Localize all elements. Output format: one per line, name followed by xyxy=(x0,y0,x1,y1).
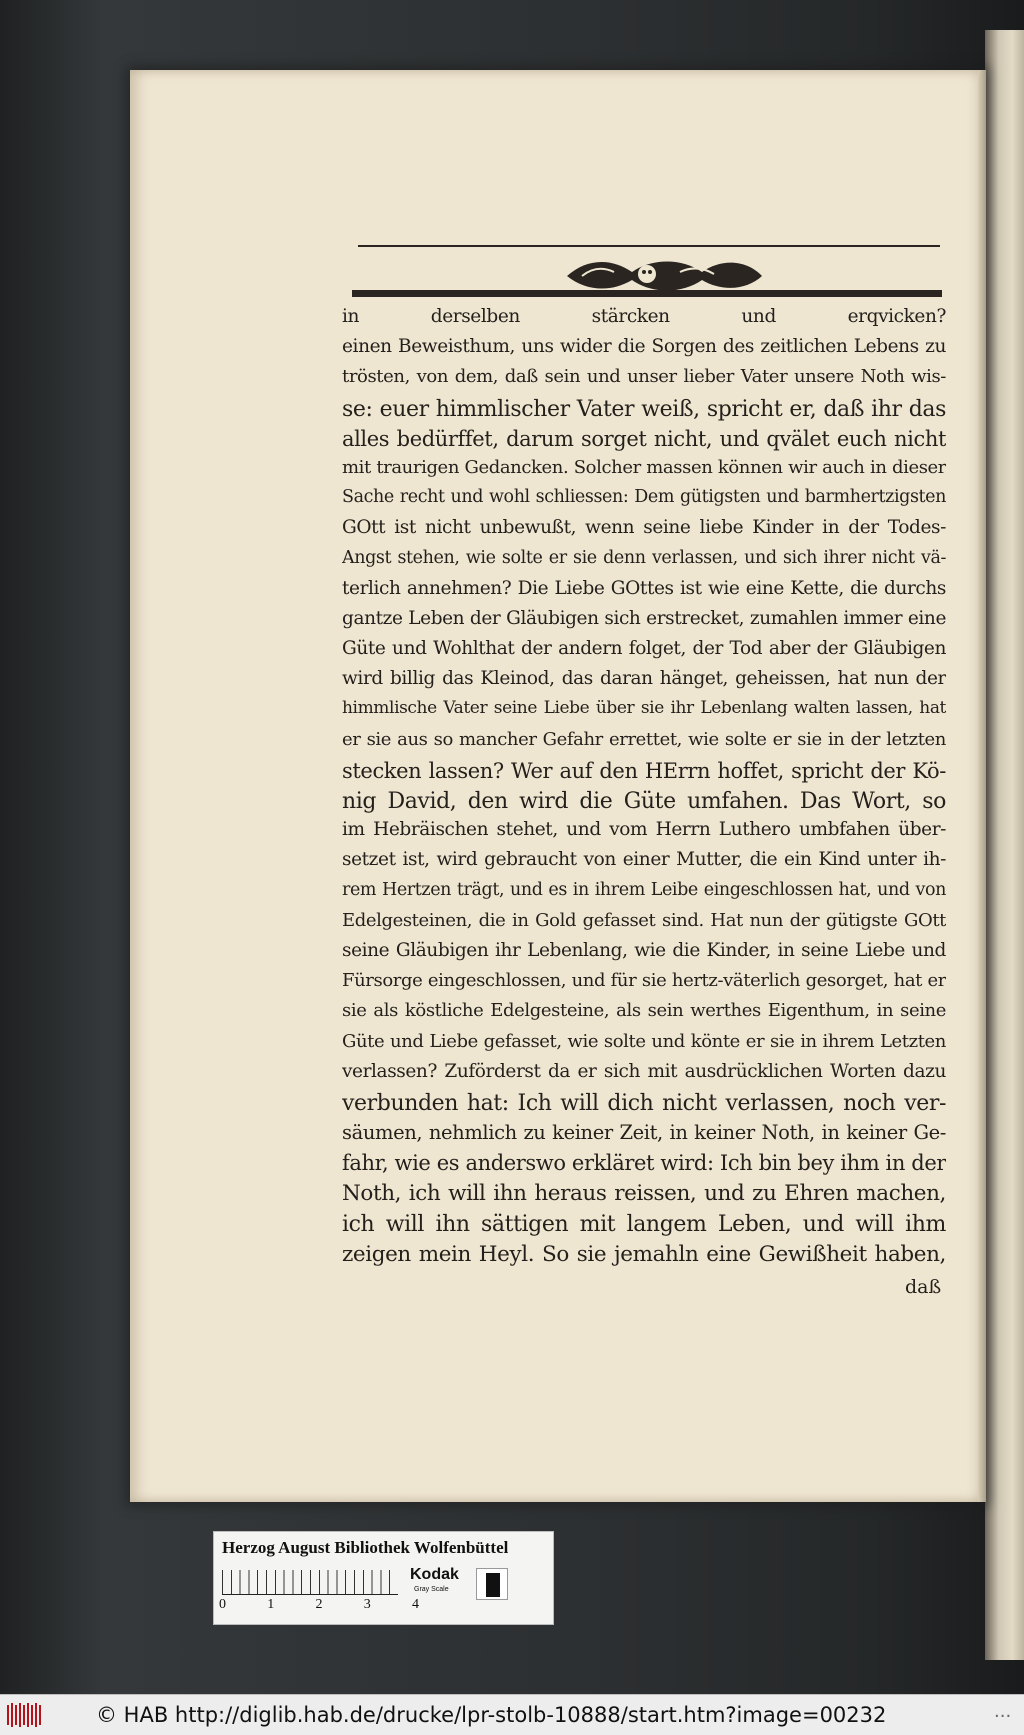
text-line xyxy=(342,487,946,517)
text-line-content: Angst stehen, wie solte er sie denn verlassen, und sich ihrer nicht vä- xyxy=(342,547,946,568)
text-line-content: fahr, wie es anderswo erkläret wird: Ich bin bey ihm in der xyxy=(342,1151,946,1176)
text-line xyxy=(342,1061,946,1091)
text-line-content: in derselben stärcken und erqvicken? xyxy=(342,306,946,327)
text-line-content: terlich annehmen? Die Liebe GOttes ist wie eine Kette, die durchs xyxy=(342,577,946,599)
gray-scale-label: Gray Scale xyxy=(414,1586,449,1593)
text-line-content: verbunden hat: Ich will dich nicht verlassen, noch ver- xyxy=(342,1090,946,1116)
text-line xyxy=(342,517,946,547)
text-line xyxy=(342,1212,946,1242)
text-line xyxy=(342,1091,946,1121)
text-line xyxy=(342,668,946,698)
page-fore-edge xyxy=(978,70,986,1502)
permalink-text[interactable]: © HAB http://diglib.hab.de/drucke/lpr-stolb-10888/start.htm?image=00232 xyxy=(96,1703,887,1727)
scale-ruler xyxy=(222,1570,398,1595)
color-calibration-bar xyxy=(213,1531,554,1625)
text-line-content: Edelgesteinen, die in Gold gefasset sind. Hat nun der gütigste GOtt xyxy=(342,909,946,931)
hab-logo-icon xyxy=(6,1701,46,1729)
text-line xyxy=(342,1151,946,1181)
text-line-content: alles bedürffet, darum sorget nicht, und qvälet euch nicht xyxy=(342,426,946,451)
scale-number: 1 xyxy=(267,1597,275,1612)
catchword: daß xyxy=(905,1276,942,1298)
text-line-content: gantze Leben der Gläubigen sich erstrecket, zumahlen immer eine xyxy=(342,607,946,629)
text-line-content: GOtt ist nicht unbewußt, wenn seine liebe Kinder in der Todes- xyxy=(342,517,946,539)
text-line xyxy=(342,1031,946,1061)
kodak-label: Kodak xyxy=(410,1566,459,1583)
viewer-footer xyxy=(0,1694,1024,1735)
headpiece-ornament-icon xyxy=(352,250,942,302)
text-line-content: trösten, von dem, daß sein und unser lieber Vater unsere Noth wis- xyxy=(342,366,946,388)
text-line xyxy=(342,397,946,427)
text-line-content: mit traurigen Gedancken. Solcher massen können wir auch in dieser xyxy=(342,456,946,478)
text-line xyxy=(342,1181,946,1211)
library-name: Herzog August Bibliothek Wolfenbüttel xyxy=(222,1538,509,1557)
text-line xyxy=(342,729,946,759)
scale-numbers xyxy=(219,1597,419,1613)
text-line xyxy=(342,849,946,879)
scale-number: 3 xyxy=(363,1597,371,1612)
adjacent-page-edge xyxy=(985,30,1024,1660)
text-line xyxy=(342,819,946,849)
text-line xyxy=(342,638,946,668)
text-line xyxy=(342,698,946,728)
text-line xyxy=(342,608,946,638)
text-line-content: einen Beweisthum, uns wider die Sorgen des zeitlichen Lebens zu xyxy=(342,336,946,358)
text-line-content: stecken lassen? Wer auf den HErrn hoffet, spricht der Kö- xyxy=(342,758,946,783)
text-line xyxy=(342,336,946,366)
text-line-content: rem Hertzen trägt, und es in ihrem Leibe eingeschlossen hat, und von xyxy=(342,879,946,900)
text-line-content: Güte und Liebe gefasset, wie solte und könte er sie in ihrem Letzten xyxy=(342,1030,946,1052)
text-line xyxy=(342,1000,946,1030)
text-line xyxy=(342,940,946,970)
text-line-content: se: euer himmlischer Vater weiß, spricht er, daß ihr das xyxy=(342,396,946,422)
text-line-content: wird billig das Kleinod, das daran hänget, geheissen, hat nun der xyxy=(342,668,946,690)
text-line-content: sie als köstliche Edelgesteine, als sein werthes Eigenthum, in seine xyxy=(342,1000,946,1022)
text-line-content: Sache recht und wohl schliessen: Dem gütigsten und barmhertzigsten xyxy=(342,487,946,508)
text-line xyxy=(342,366,946,396)
text-line-content: Fürsorge eingeschlossen, und für sie hertz-väterlich gesorget, hat er xyxy=(342,970,946,992)
text-line-content: himmlische Vater seine Liebe über sie ihr Lebenlang walten lassen, hat xyxy=(342,698,946,719)
text-line xyxy=(342,789,946,819)
text-line-content: verlassen? Zuförderst da er sich mit ausdrücklichen Worten dazu xyxy=(342,1060,946,1082)
text-line-content: im Hebräischen stehet, und vom Herrn Luthero umbfahen über- xyxy=(342,819,946,841)
text-line xyxy=(342,910,946,940)
text-line xyxy=(342,427,946,457)
text-line xyxy=(342,457,946,487)
text-line-content: Noth, ich will ihn heraus reissen, und zu Ehren machen, xyxy=(342,1181,946,1207)
text-line-content: ich will ihn sättigen mit langem Leben, und will ihm xyxy=(342,1211,946,1237)
text-line xyxy=(342,1121,946,1151)
text-line-content: setzet ist, wird gebraucht von einer Mutter, die ein Kind unter ih- xyxy=(342,849,946,871)
text-line-content: nig David, den wird die Güte umfahen. Das Wort, so xyxy=(342,789,946,814)
text-line xyxy=(342,578,946,608)
text-line-content: Güte und Wohlthat der andern folget, der Tod aber der Gläubigen xyxy=(342,638,946,660)
scale-number: 2 xyxy=(315,1597,323,1612)
text-line xyxy=(342,1242,946,1272)
text-line-content: seine Gläubigen ihr Lebenlang, wie die Kinder, in seine Liebe und xyxy=(342,939,946,961)
gray-swatch-icon xyxy=(476,1568,508,1600)
text-line-content: säumen, nehmlich zu keiner Zeit, in keiner Noth, in keiner Ge- xyxy=(342,1121,946,1145)
text-line xyxy=(342,548,946,578)
scale-number: 4 xyxy=(412,1597,419,1612)
body-text xyxy=(342,306,946,1272)
text-line xyxy=(342,970,946,1000)
more-menu-icon[interactable]: ... xyxy=(994,1701,1012,1722)
text-line-content: zeigen mein Heyl. So sie jemahln eine Gewißheit haben, xyxy=(342,1241,946,1267)
text-line xyxy=(342,759,946,789)
header-rule xyxy=(358,245,940,247)
text-line xyxy=(342,306,946,336)
text-line xyxy=(342,880,946,910)
scale-number: 0 xyxy=(219,1597,226,1612)
text-line-content: er sie aus so mancher Gefahr errettet, wie solte er sie in der letzten xyxy=(342,728,946,750)
